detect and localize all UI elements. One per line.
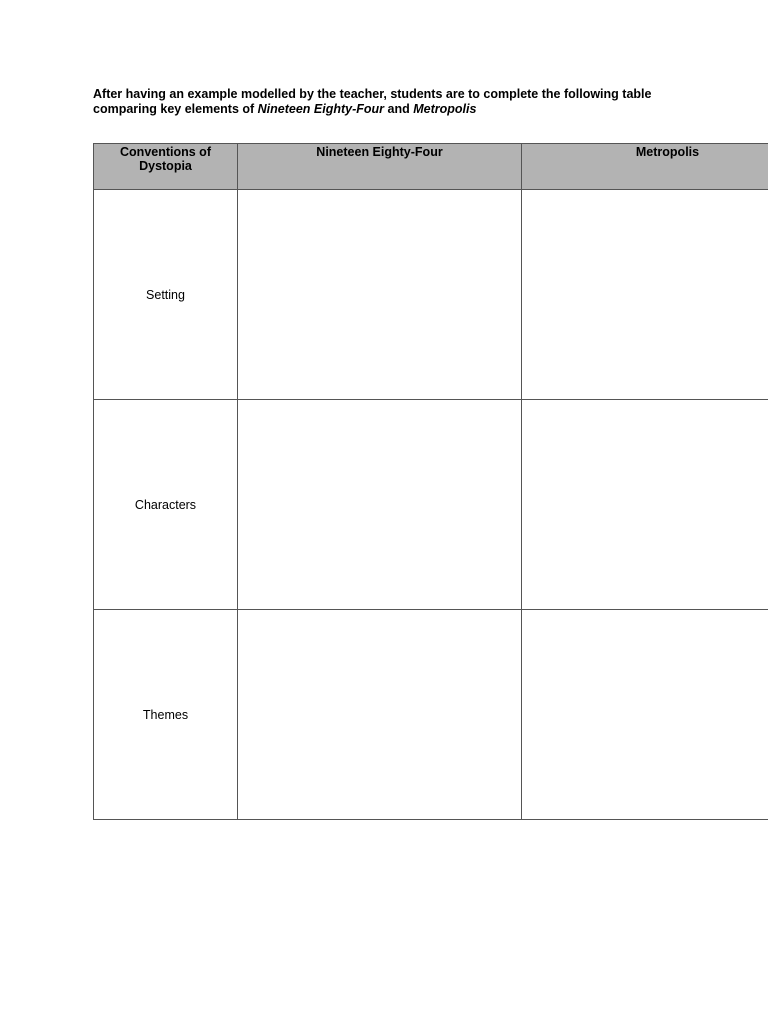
header-nineteen-eighty-four: Nineteen Eighty-Four [238, 144, 522, 190]
comparison-table [93, 143, 768, 820]
header-metropolis: Metropolis [522, 144, 768, 190]
title-nineteen-eighty-four: Nineteen Eighty-Four [257, 102, 385, 116]
cell-setting-metropolis[interactable] [522, 190, 768, 400]
cell-themes-nineteen-eighty-four[interactable] [238, 610, 522, 820]
cell-characters-nineteen-eighty-four[interactable] [238, 400, 522, 610]
instructions-connector: and [384, 102, 414, 116]
row-label-characters: Characters [94, 400, 238, 610]
table-row [94, 610, 768, 820]
instructions-line2-prefix: comparing key elements of [93, 102, 258, 116]
table-row [94, 190, 768, 400]
row-label-setting: Setting [94, 190, 238, 400]
header-conventions: Conventions of Dystopia [94, 144, 238, 190]
cell-characters-metropolis[interactable] [522, 400, 768, 610]
cell-themes-metropolis[interactable] [522, 610, 768, 820]
table-header-row [94, 144, 768, 190]
instructions-line1: After having an example modelled by the teacher, students are to complete the following table [93, 87, 652, 101]
title-metropolis: Metropolis [413, 102, 477, 116]
table-row [94, 400, 768, 610]
cell-setting-nineteen-eighty-four[interactable] [238, 190, 522, 400]
comparison-table-container [93, 143, 768, 820]
row-label-themes: Themes [94, 610, 238, 820]
instructions-text [93, 87, 753, 117]
